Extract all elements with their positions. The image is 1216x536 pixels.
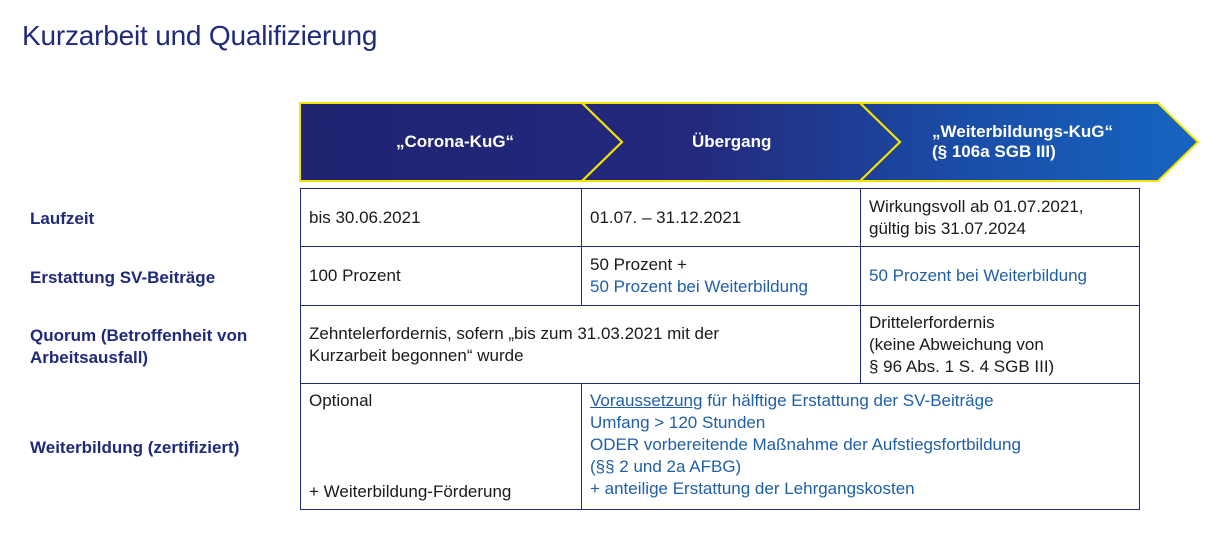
row-label-weiterbildung: Weiterbildung (zertifiziert): [30, 438, 240, 457]
row-label-laufzeit: Laufzeit: [30, 209, 95, 228]
table-row: [301, 306, 1140, 384]
table-cell: 01.07. – 31.12.2021: [582, 189, 861, 247]
table-cell: 50 Prozent + 50 Prozent bei Weiterbildung: [582, 247, 861, 306]
row-label-quorum: Quorum (Betroffenheit von Arbeitsausfall): [30, 326, 248, 367]
table-cell: 50 Prozent bei Weiterbildung: [861, 247, 1140, 306]
table-cell: Zehntelerfordernis, sofern „bis zum 31.03.2021 mit der Kurzarbeit begonnen“ wurde: [301, 306, 861, 384]
comparison-table: [300, 188, 1140, 510]
table-row: [301, 384, 1140, 510]
table-cell: 100 Prozent: [301, 247, 582, 306]
page-title: Kurzarbeit und Qualifizierung: [22, 20, 378, 51]
table-cell: Wirkungsvoll ab 01.07.2021, gültig bis 31.07.2024: [861, 189, 1140, 247]
table-cell: Drittelerfordernis (keine Abweichung von § 96 Abs. 1 S. 4 SGB III): [861, 306, 1140, 384]
table-cell: Voraussetzung für hälftige Erstattung der SV-Beiträge Umfang > 120 Stunden ODER vorbereitende Maßnahme der Aufstiegsfortbildung (§§ 2 und 2a AFBG) + anteilige Erstattung der Lehrgangskosten: [582, 384, 1140, 510]
row-label-erstattung: Erstattung SV-Beiträge: [30, 268, 216, 287]
table-row: [301, 189, 1140, 247]
table-row: [301, 247, 1140, 306]
table-cell: Optional + Weiterbildung-Förderung: [301, 384, 582, 510]
phase-label-uebergang: Übergang: [692, 132, 772, 151]
phase-label-corona: „Corona-KuG“: [396, 132, 515, 151]
voraussetzung-link[interactable]: Voraussetzung: [590, 391, 703, 410]
table-cell: bis 30.06.2021: [301, 189, 582, 247]
phase-label-weiterbildung: „Weiterbildungs-KuG“ (§ 106a SGB III): [932, 122, 1114, 161]
